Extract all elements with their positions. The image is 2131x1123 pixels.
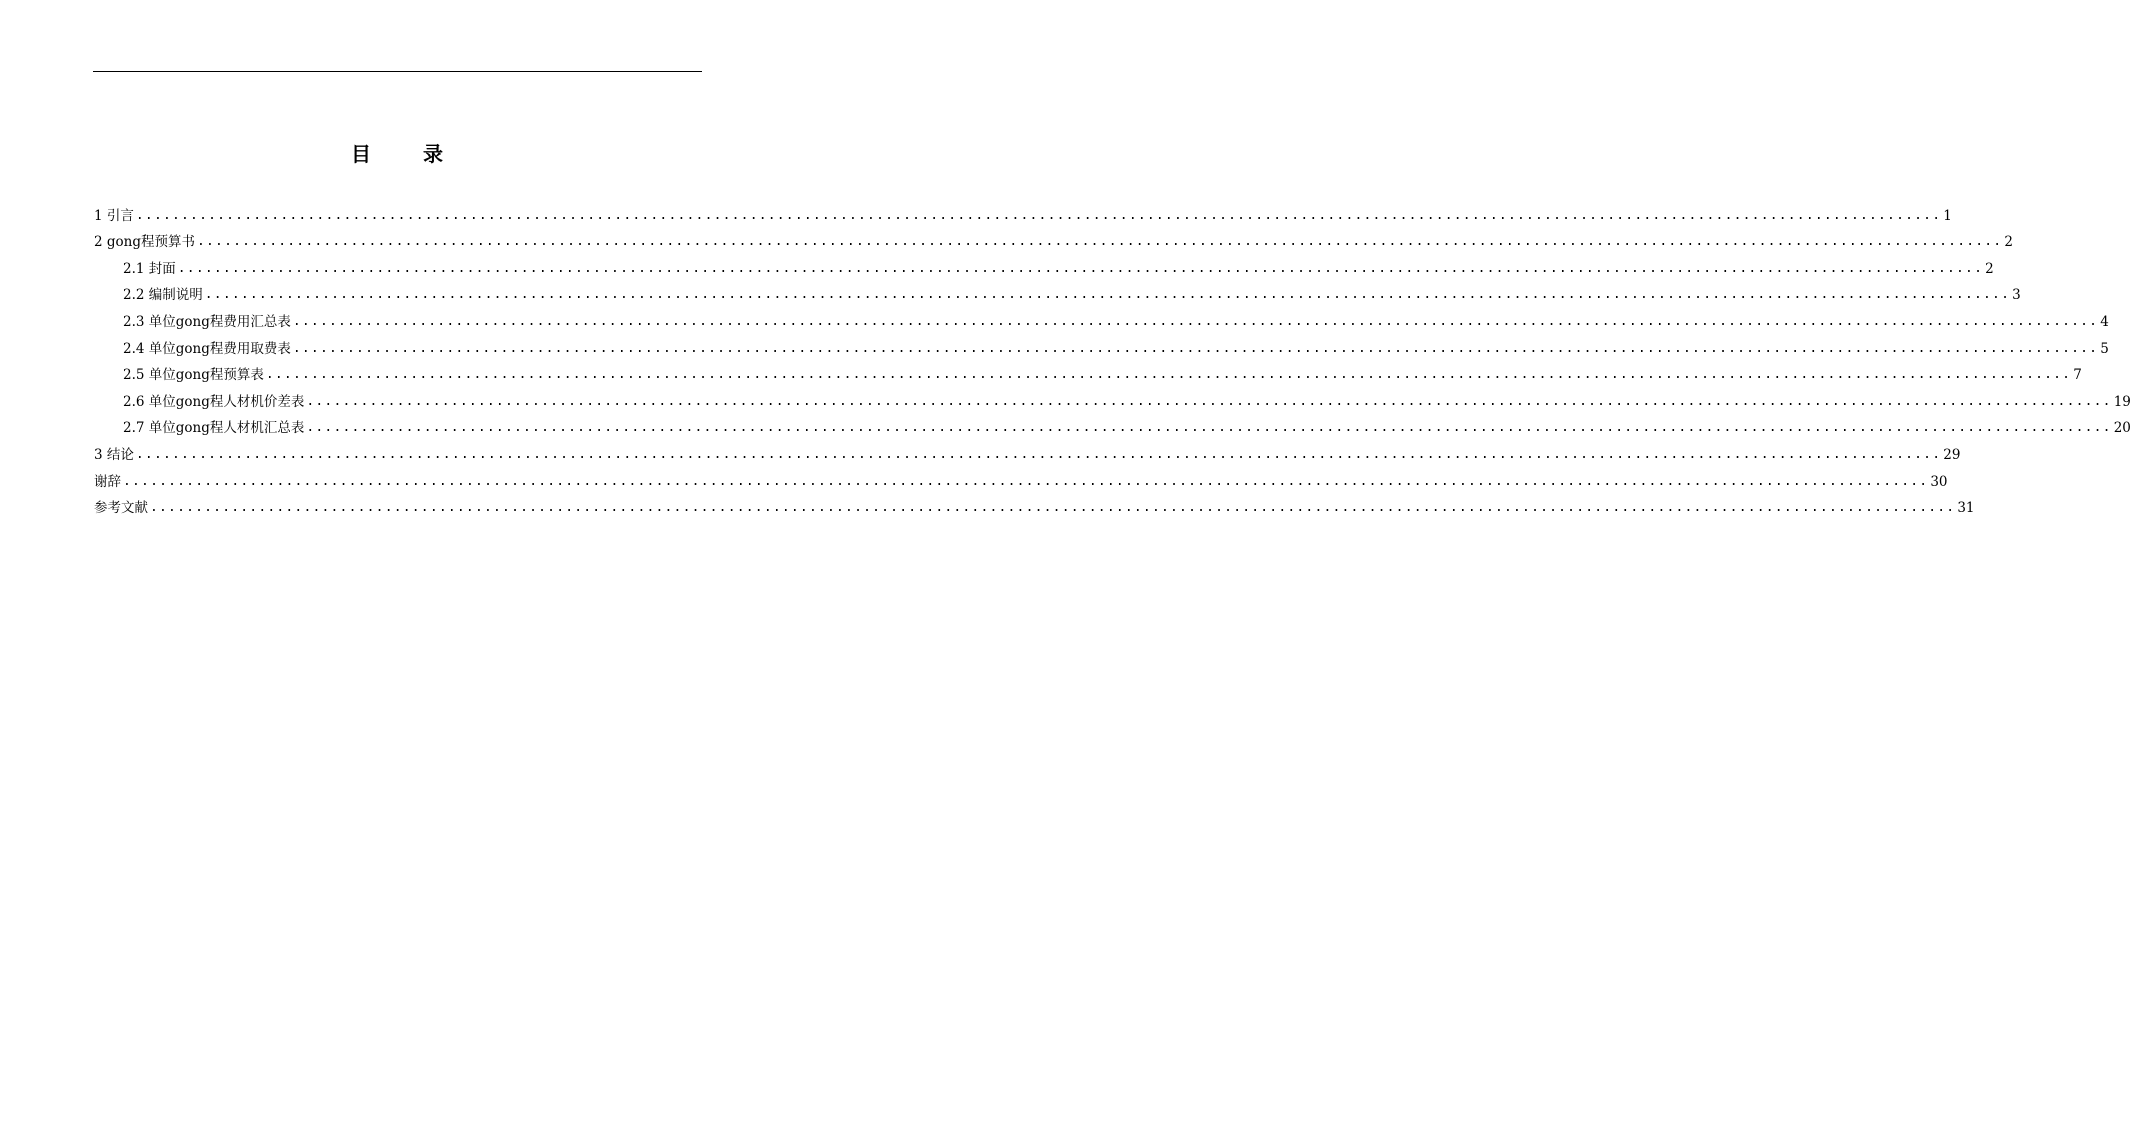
toc-entry-label: 2.6 单位gong程人材机价差表 [123,393,305,410]
toc-dot-leader: ........................................................................................................................................................................................................ [197,234,2003,250]
toc-dot-leader: ........................................................................................................................................................................................................ [265,367,2072,383]
toc-entry[interactable] [94,358,2082,385]
toc-entry-page-number: 2 [2004,234,2013,251]
toc-entry[interactable] [94,491,1975,518]
toc-dot-leader: ........................................................................................................................................................................................................ [306,420,2112,436]
toc-entry-page-number: 20 [2113,420,2131,437]
toc-entry[interactable] [94,225,2013,252]
toc-entry-page-number: 30 [1930,473,1948,490]
toc-entry-page-number: 2 [1985,260,1994,277]
toc-entry-label: 谢辞 [94,473,121,490]
toc-dot-leader: ........................................................................................................................................................................................................ [292,313,2099,329]
toc-entry-label: 2.4 单位gong程费用取费表 [123,340,291,357]
toc-entry[interactable] [94,411,2131,438]
toc-entry-page-number: 31 [1957,500,1975,517]
toc-entry-page-number: 19 [2113,393,2131,410]
toc-entry-label: 2.5 单位gong程预算表 [123,367,264,384]
page-title: 目录 [351,142,495,166]
table-of-contents [94,198,2131,517]
toc-entry-label: 2.3 单位gong程费用汇总表 [123,313,291,330]
toc-entry-page-number: 29 [1943,446,1961,463]
toc-entry[interactable] [94,464,1948,491]
toc-entry-label: 2.2 编制说明 [123,287,203,304]
toc-entry-page-number: 4 [2100,313,2109,330]
toc-entry-label: 2.7 单位gong程人材机汇总表 [123,420,305,437]
toc-entry-label: 2 gong程预算书 [94,234,195,251]
toc-entry[interactable] [94,437,1961,464]
toc-entry[interactable] [94,251,1994,278]
toc-entry-label: 参考文献 [94,500,148,517]
toc-entry[interactable] [94,198,1952,225]
toc-entry[interactable] [94,304,2109,331]
toc-dot-leader: ........................................................................................................................................................................................................ [177,260,1984,276]
toc-entry-page-number: 5 [2100,340,2109,357]
toc-dot-leader: ........................................................................................................................................................................................................ [123,473,1929,489]
toc-entry[interactable] [94,278,2021,305]
toc-entry-label: 2.1 封面 [123,260,176,277]
toc-entry[interactable] [94,384,2131,411]
toc-entry-page-number: 1 [1943,207,1952,224]
toc-entry[interactable] [94,331,2109,358]
toc-dot-leader: ........................................................................................................................................................................................................ [135,207,1942,223]
toc-entry-label: 1 引言 [94,207,134,224]
toc-entry-page-number: 7 [2073,367,2082,384]
toc-dot-leader: ........................................................................................................................................................................................................ [292,340,2099,356]
toc-dot-leader: ........................................................................................................................................................................................................ [204,287,2011,303]
toc-dot-leader: ........................................................................................................................................................................................................ [135,446,1942,462]
toc-entry-label: 3 结论 [94,446,134,463]
toc-dot-leader: ........................................................................................................................................................................................................ [306,393,2112,409]
header-rule [93,71,702,72]
toc-dot-leader: ........................................................................................................................................................................................................ [150,500,1956,516]
toc-entry-page-number: 3 [2012,287,2021,304]
